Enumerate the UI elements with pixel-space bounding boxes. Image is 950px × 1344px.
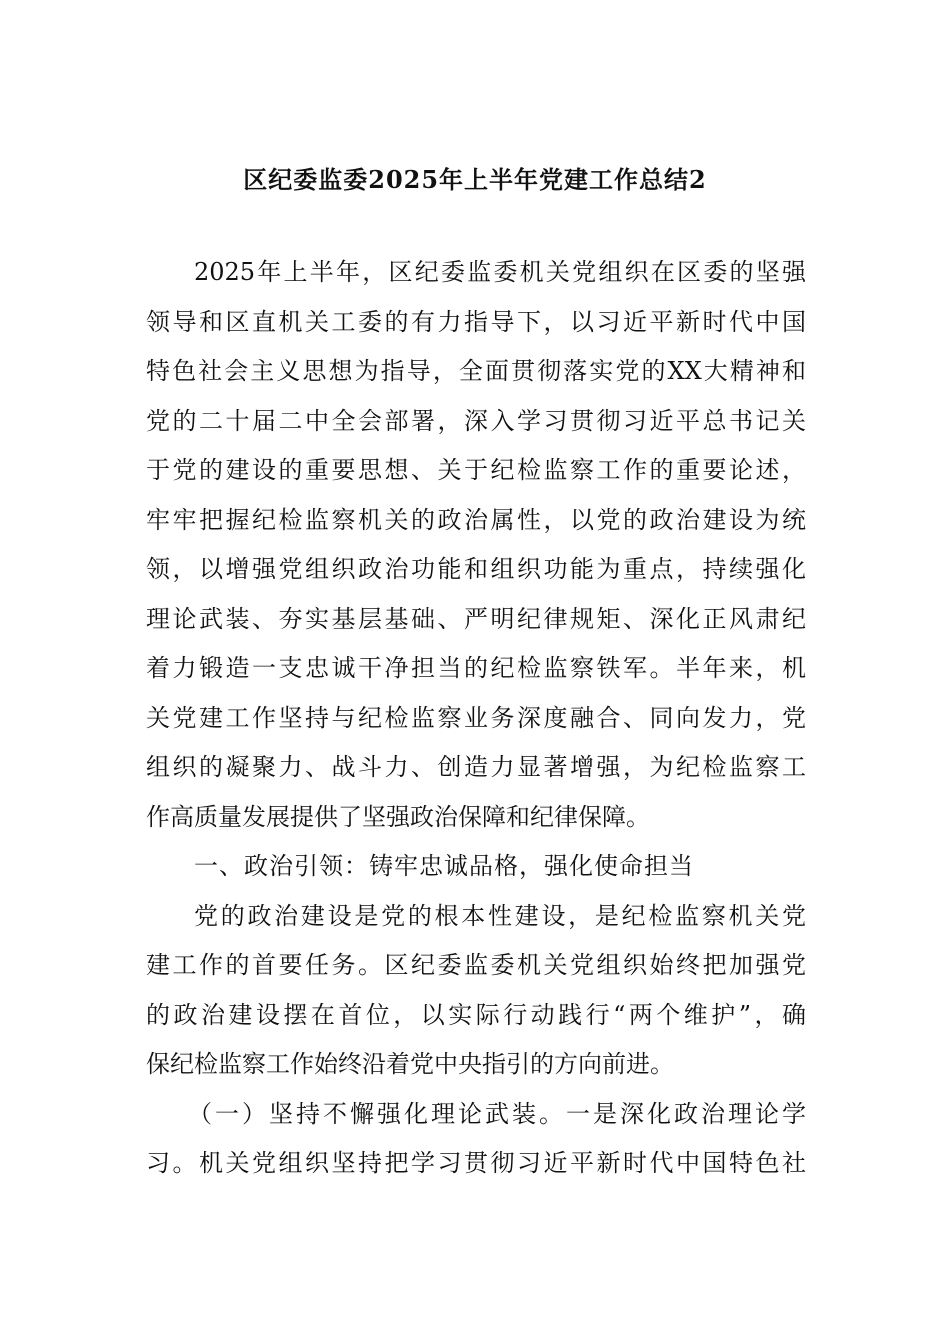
document-body [146,248,806,1189]
paragraph-line: 党的政治建设是党的根本性建设，是纪检监察机关党 [194,901,806,930]
paragraph-line: 领，以增强党组织政治功能和组织功能为重点，持续强化 [146,555,806,583]
paragraph-line: 习。机关党组织坚持把学习贯彻习近平新时代中国特色社 [146,1149,806,1177]
paragraph-line: 建工作的首要任务。区纪委监委机关党组织始终把加强党 [146,951,806,979]
paragraph-line: 关党建工作坚持与纪检监察业务深度融合、同向发力，党 [146,703,806,732]
paragraph-line: 组织的凝聚力、战斗力、创造力显著增强，为纪检监察工 [146,753,806,781]
document-title: 区纪委监委2025年上半年党建工作总结2 [243,165,707,194]
paragraph-line: 2025年上半年，区纪委监委机关党组织在区委的坚强 [194,258,806,286]
paragraph-line: 的政治建设摆在首位，以实际行动践行“两个维护”，确 [146,1000,806,1029]
paragraph-line: 党的二十届二中全会部署，深入学习贯彻习近平总书记关 [146,406,806,435]
subsection-line: （一）坚持不懈强化理论武装。一是深化政治理论学 [188,1099,806,1128]
paragraph-line: 特色社会主义思想为指导，全面贯彻落实党的XX大精神和 [146,357,806,385]
paragraph-line: 于党的建设的重要思想、关于纪检监察工作的重要论述， [146,456,806,484]
paragraph-line: 保纪检监察工作始终沿着党中央指引的方向前进。 [146,1050,674,1078]
paragraph-line: 作高质量发展提供了坚强政治保障和纪律保障。 [146,802,650,831]
paragraph-line: 领导和区直机关工委的有力指导下，以习近平新时代中国 [146,307,806,336]
paragraph-line: 理论武装、夯实基层基础、严明纪律规矩、深化正风肃纪 [146,604,806,633]
paragraph-line: 着力锻造一支忠诚干净担当的纪检监察铁军。半年来，机 [146,654,806,682]
section-heading: 一、政治引领：铸牢忠诚品格，强化使命担当 [194,852,694,880]
paragraph-line: 牢牢把握纪检监察机关的政治属性，以党的政治建设为统 [146,505,806,534]
